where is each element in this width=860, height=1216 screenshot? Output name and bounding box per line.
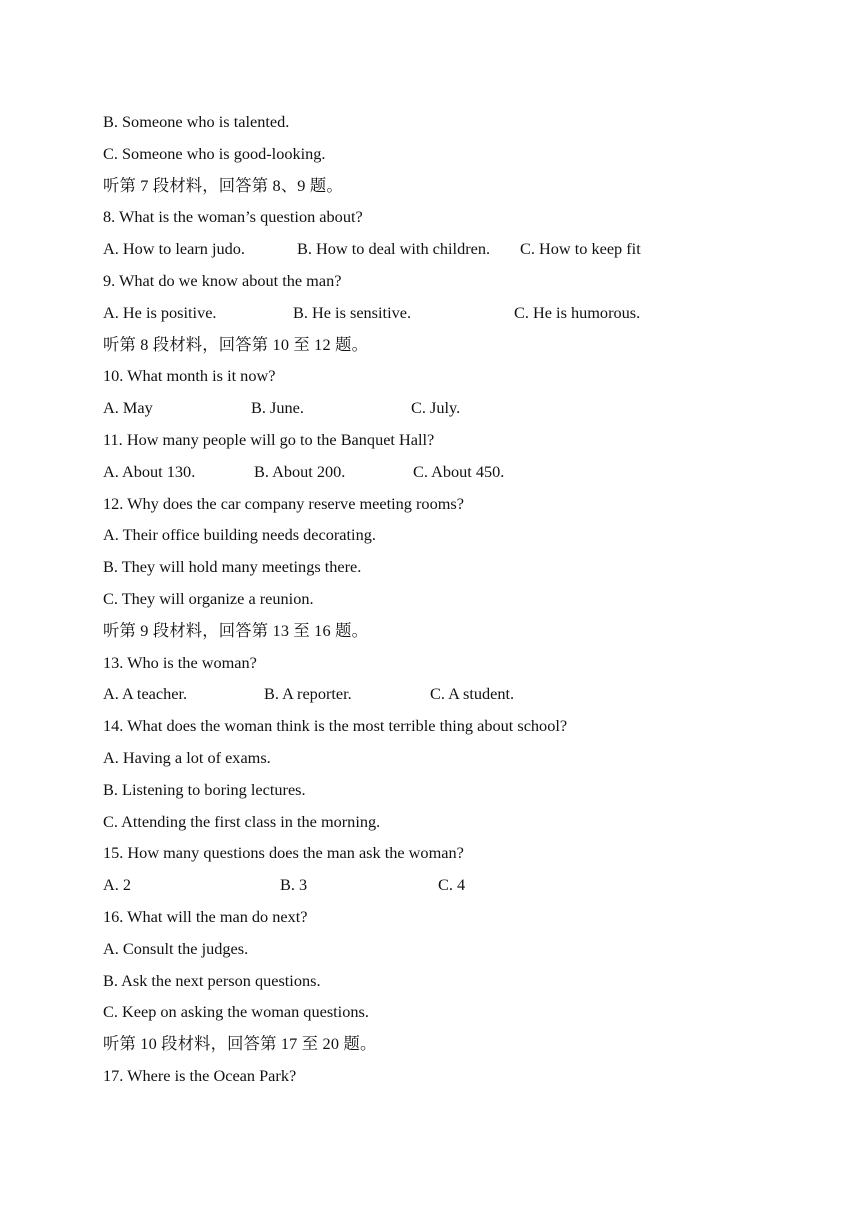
question-11: 11. How many people will go to the Banquet Hall?: [103, 429, 435, 449]
option-c: C. 4: [438, 875, 466, 895]
option-line: A. Their office building needs decorating.: [103, 525, 376, 545]
section-heading: 听第 9 段材料，回答第 13 至 16 题。: [103, 620, 369, 640]
question-17: 17. Where is the Ocean Park?: [103, 1065, 297, 1085]
option-b: B. How to deal with children.: [297, 239, 491, 259]
options-row-13: [103, 683, 820, 715]
question-9: 9. What do we know about the man?: [103, 270, 342, 290]
section-heading: 听第 7 段材料，回答第 8、9 题。: [103, 175, 343, 195]
option-a: A. About 130.: [103, 461, 196, 481]
options-row-10: [103, 397, 820, 429]
option-b: B. June.: [251, 398, 304, 418]
option-c: C. How to keep fit: [520, 239, 641, 259]
option-a: A. May: [103, 398, 153, 418]
option-line: A. Having a lot of exams.: [103, 747, 271, 767]
option-b: B. A reporter.: [264, 684, 352, 704]
question-15: 15. How many questions does the man ask the woman?: [103, 843, 464, 863]
question-8: 8. What is the woman’s question about?: [103, 207, 363, 227]
options-row-8: [103, 238, 820, 270]
options-row-15: [103, 874, 820, 906]
options-row-11: [103, 461, 820, 493]
option-line: C. They will organize a reunion.: [103, 588, 314, 608]
options-row-9: [103, 302, 820, 334]
option-line: C. Keep on asking the woman questions.: [103, 1002, 369, 1022]
question-16: 16. What will the man do next?: [103, 906, 308, 926]
option-c: C. He is humorous.: [514, 302, 641, 322]
option-line: C. Attending the first class in the morning.: [103, 811, 381, 831]
option-b: B. 3: [280, 875, 308, 895]
option-c: C. July.: [411, 398, 461, 418]
option-a: A. 2: [103, 875, 132, 895]
option-line: B. Listening to boring lectures.: [103, 779, 306, 799]
question-12: 12. Why does the car company reserve meeting rooms?: [103, 493, 464, 513]
option-line: B. Ask the next person questions.: [103, 970, 321, 990]
section-heading: 听第 8 段材料，回答第 10 至 12 题。: [103, 334, 369, 354]
option-a: A. He is positive.: [103, 302, 217, 322]
option-line: B. They will hold many meetings there.: [103, 557, 362, 577]
document-page: [103, 111, 820, 1097]
text-line: C. Someone who is good-looking.: [103, 143, 326, 163]
text-line: B. Someone who is talented.: [103, 112, 290, 131]
option-c: C. A student.: [430, 684, 515, 704]
question-14: 14. What does the woman think is the most terrible thing about school?: [103, 716, 568, 736]
option-c: C. About 450.: [413, 461, 505, 481]
option-b: B. He is sensitive.: [293, 302, 412, 322]
option-b: B. About 200.: [254, 461, 346, 481]
question-10: 10. What month is it now?: [103, 366, 276, 386]
option-line: A. Consult the judges.: [103, 938, 249, 958]
section-heading: 听第 10 段材料，回答第 17 至 20 题。: [103, 1034, 377, 1054]
question-13: 13. Who is the woman?: [103, 652, 257, 672]
option-a: A. A teacher.: [103, 684, 188, 704]
option-a: A. How to learn judo.: [103, 239, 245, 259]
